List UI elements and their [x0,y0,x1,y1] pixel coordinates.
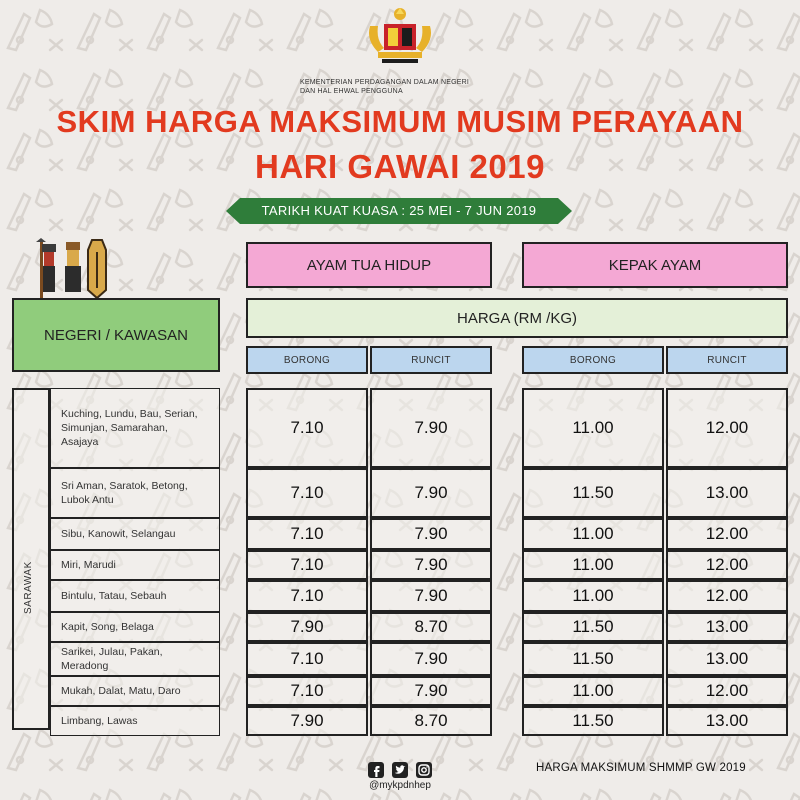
subheader-ayam-borong: BORONG [246,346,368,374]
table-row-area [50,550,220,580]
table-row-area [50,706,220,736]
price-ayam-borong: 7.90 [246,706,368,736]
area-line: Lubok Antu [61,494,114,506]
price-kepak-runcit: 12.00 [666,550,788,580]
price-kepak-runcit: 12.00 [666,580,788,612]
social-icons [368,760,434,780]
price-kepak-runcit: 13.00 [666,706,788,736]
area-line: Asajaya [61,436,99,448]
area-line: Sibu, Kanowit, Selangau [61,528,176,540]
ministry-line-2: DAN HAL EHWAL PENGGUNA [300,88,403,95]
twitter-icon[interactable] [392,762,408,778]
social-handle: @mykpdnhep [369,780,431,791]
price-kepak-runcit: 13.00 [666,642,788,676]
area-line: Kapit, Song, Belaga [61,621,154,633]
price-kepak-borong: 11.00 [522,580,664,612]
price-kepak-borong: 11.00 [522,550,664,580]
price-kepak-borong: 11.50 [522,706,664,736]
price-ayam-runcit: 7.90 [370,518,492,550]
price-ayam-runcit: 8.70 [370,612,492,642]
page-title: SKIM HARGA MAKSIMUM MUSIM PERAYAAN [56,104,744,139]
area-line: Sri Aman, Saratok, Betong, [61,480,188,492]
area-line: Kuching, Lundu, Bau, Serian, [61,408,198,420]
area-line: Miri, Marudi [61,559,116,571]
price-kepak-borong: 11.00 [522,676,664,706]
price-ayam-borong: 7.10 [246,388,368,468]
subheader-ayam-runcit: RUNCIT [370,346,492,374]
price-ayam-runcit: 7.90 [370,580,492,612]
price-kepak-borong: 11.50 [522,468,664,518]
facebook-icon[interactable] [368,762,384,778]
gawai-figures-illustration [32,238,110,300]
subheader-kepak-runcit: RUNCIT [666,346,788,374]
table-row-area [50,612,220,642]
price-kepak-borong: 11.50 [522,612,664,642]
area-line: Sarikei, Julau, Pakan, [61,646,163,658]
price-ayam-borong: 7.10 [246,468,368,518]
product-header-ayam-tua-hidup: AYAM TUA HIDUP [246,242,492,288]
table-row-area [50,642,220,676]
area-line: Mukah, Dalat, Matu, Daro [61,685,181,697]
price-kepak-runcit: 13.00 [666,468,788,518]
product-header-kepak-ayam: KEPAK AYAM [522,242,788,288]
instagram-icon[interactable] [416,762,432,778]
price-kepak-borong: 11.00 [522,518,664,550]
price-ayam-runcit: 7.90 [370,468,492,518]
price-kepak-runcit: 12.00 [666,676,788,706]
price-ayam-runcit: 7.90 [370,642,492,676]
price-kepak-runcit: 13.00 [666,612,788,642]
price-kepak-borong: 11.00 [522,388,664,468]
price-ayam-borong: 7.10 [246,676,368,706]
area-line: Limbang, Lawas [61,715,138,727]
table-row-area [50,518,220,550]
page-subtitle: HARI GAWAI 2019 [255,148,545,185]
ministry-crest-logo [362,4,438,66]
table-row-area [50,388,220,468]
price-ayam-runcit: 7.90 [370,676,492,706]
area-line: Simunjan, Samarahan, [61,422,168,434]
effective-date-text: TARIKH KUAT KUASA : 25 MEI - 7 JUN 2019 [261,203,537,218]
price-ayam-runcit: 7.90 [370,550,492,580]
price-ayam-borong: 7.10 [246,642,368,676]
subheader-kepak-borong: BORONG [522,346,664,374]
table-row-area [50,676,220,706]
price-header: HARGA (RM /KG) [246,298,788,338]
table-row-area [50,580,220,612]
area-line: Meradong [61,660,109,672]
price-ayam-borong: 7.10 [246,580,368,612]
state-label: SARAWAK [23,561,34,614]
area-line: Bintulu, Tatau, Sebauh [61,590,167,602]
price-ayam-runcit: 7.90 [370,388,492,468]
price-kepak-borong: 11.50 [522,642,664,676]
region-header: NEGERI / KAWASAN [12,298,220,372]
price-ayam-borong: 7.90 [246,612,368,642]
ministry-name [300,78,520,96]
ministry-line-1: KEMENTERIAN PERDAGANGAN DALAM NEGERI [300,79,470,86]
table-row-area [50,468,220,518]
price-ayam-runcit: 8.70 [370,706,492,736]
price-ayam-borong: 7.10 [246,550,368,580]
price-ayam-borong: 7.10 [246,518,368,550]
footer-note: HARGA MAKSIMUM SHMMP GW 2019 [536,762,746,774]
price-kepak-runcit: 12.00 [666,388,788,468]
price-kepak-runcit: 12.00 [666,518,788,550]
